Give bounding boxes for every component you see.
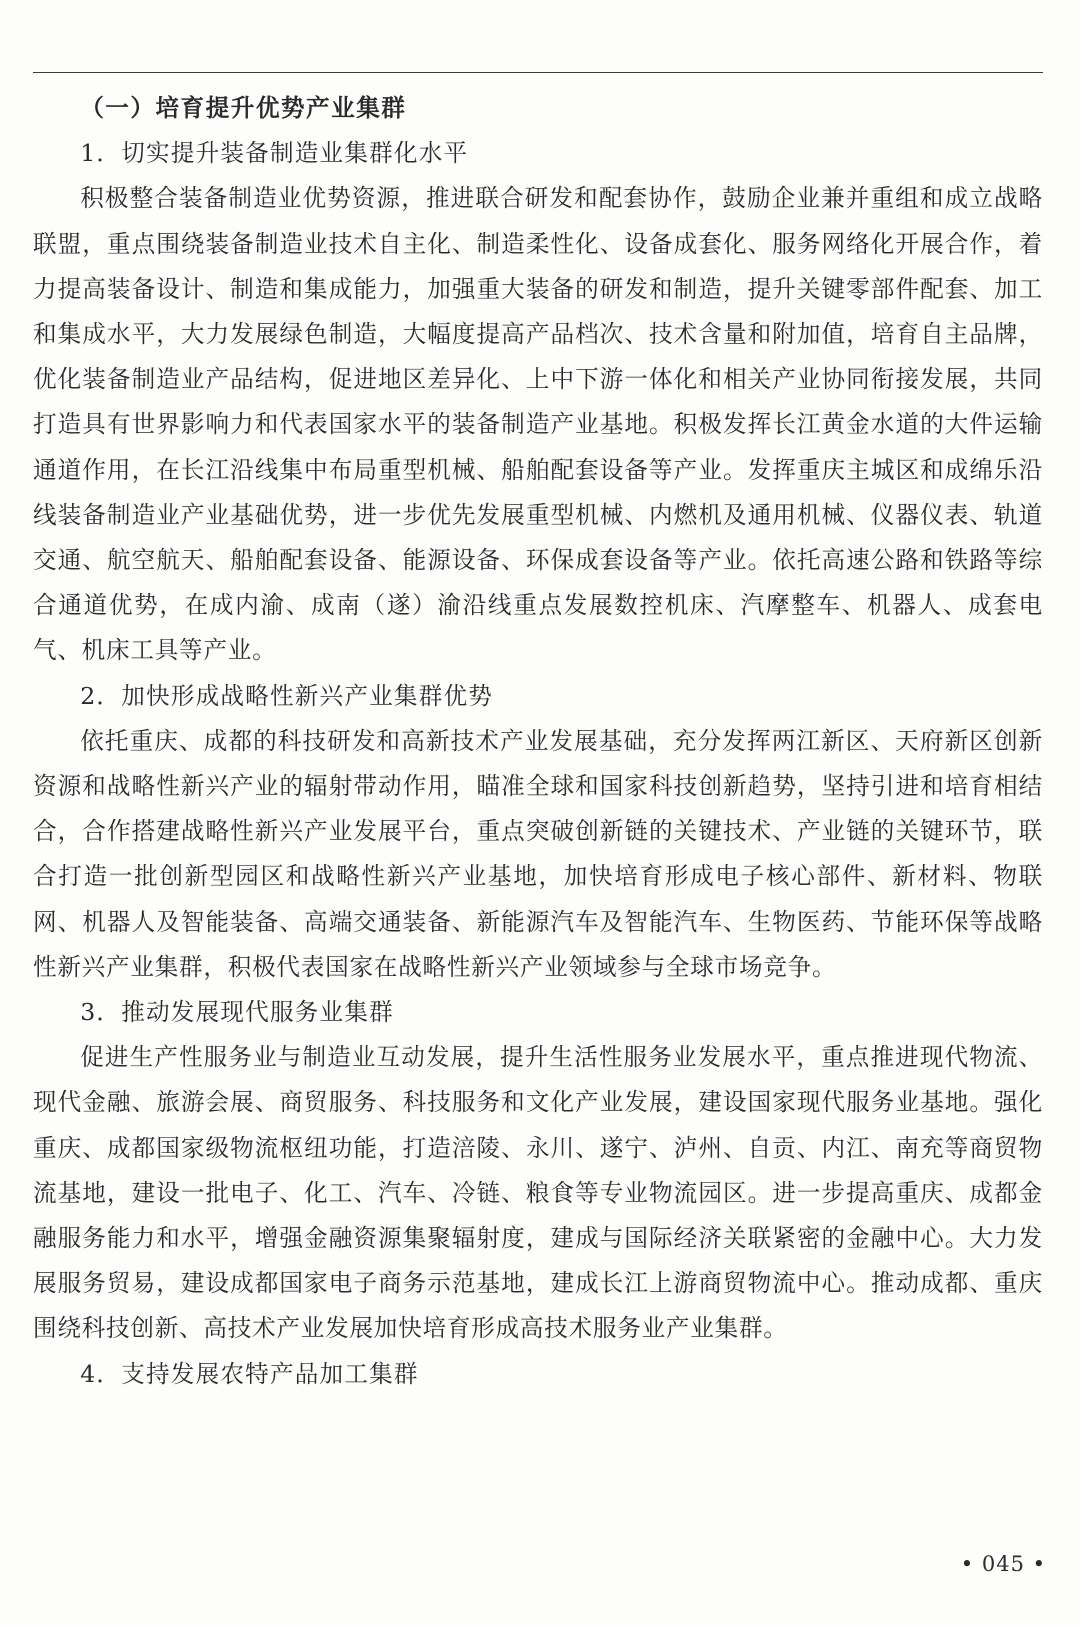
subsection-heading-2: 2．加快形成战略性新兴产业集群优势 [80,681,494,710]
document-body [33,86,1043,1397]
subsection-paragraph-1: 积极整合装备制造业优势资源，推进联合研发和配套协作，鼓励企业兼并重组和成立战略联盟，重点围绕装备制造业技术自主化、制造柔性化、设备成套化、服务网络化开展合作，着力提高装备设计、制造和集成能力，加强重大装备的研发和制造，提升关键零部件配套、加工和集成水平，大力发展绿色制造，大幅度提高产品档次、技术含量和附加值，培育自主品牌，优化装备制造业产品结构，促进地区差异化、上中下游一体化和相关产业协同衔接发展，共同打造具有世界影响力和代表国家水平的装备制造产业基地。积极发挥长江黄金水道的大件运输通道作用，在长江沿线集中布局重型机械、船舶配套设备等产业。发挥重庆主城区和成绵乐沿线装备制造业产业基础优势，进一步优先发展重型机械、内燃机及通用机械、仪器仪表、轨道交通、航空航天、船舶配套设备、能源设备、环保成套设备等产业。依托高速公路和铁路等综合通道优势，在成内渝、成南（遂）渝沿线重点发展数控机床、汽摩整车、机器人、成套电气、机床工具等产业。 [33,184,1043,665]
subsection-heading-3: 3．推动发展现代服务业集群 [80,998,394,1027]
header-rule [33,72,1043,73]
subsection-paragraph-2: 依托重庆、成都的科技研发和高新技术产业发展基础，充分发挥两江新区、天府新区创新资源和战略性新兴产业的辐射带动作用，瞄准全球和国家科技创新趋势，坚持引进和培育相结合，合作搭建战略性新兴产业发展平台，重点突破创新链的关键技术、产业链的关键环节，联合打造一批创新型园区和战略性新兴产业基地，加快培育形成电子核心部件、新材料、物联网、机器人及智能装备、高端交通装备、新能源汽车及智能汽车、生物医药、节能环保等战略性新兴产业集群，积极代表国家在战略性新兴产业领域参与全球市场竞争。 [33,726,1043,981]
subsection-heading-1: 1．切实提升装备制造业集群化水平 [80,139,469,168]
section-heading: （一）培育提升优势产业集群 [80,94,407,122]
subsection-paragraph-3: 促进生产性服务业与制造业互动发展，提升生活性服务业发展水平，重点推进现代物流、现代金融、旅游会展、商贸服务、科技服务和文化产业发展，建设国家现代服务业基地。强化重庆、成都国家级物流枢纽功能，打造涪陵、永川、遂宁、泸州、自贡、内江、南充等商贸物流基地，建设一批电子、化工、汽车、冷链、粮食等专业物流园区。进一步提高重庆、成都金融服务能力和水平，增强金融资源集聚辐射度，建成与国际经济关联紧密的金融中心。大力发展服务贸易，建设成都国家电子商务示范基地，建成长江上游商贸物流中心。推动成都、重庆围绕科技创新、高技术产业发展加快培育形成高技术服务业产业集群。 [33,1043,1043,1343]
page-number: • 045 • [960,1552,1046,1576]
subsection-heading-4: 4．支持发展农特产品加工集群 [80,1359,419,1388]
